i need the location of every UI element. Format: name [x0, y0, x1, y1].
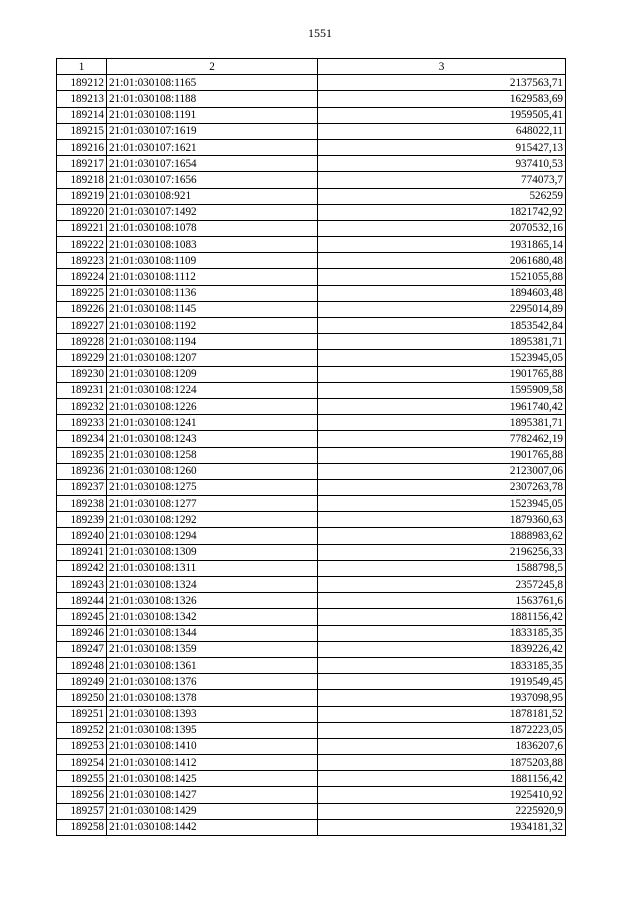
cadastral-number-cell: 21:01:030108:1361	[107, 657, 318, 673]
cadastral-value-cell: 1853542,84	[318, 318, 566, 334]
cadastral-number-cell: 21:01:030108:1427	[107, 787, 318, 803]
row-number-cell: 189228	[57, 334, 107, 350]
row-number-cell: 189234	[57, 431, 107, 447]
cadastral-value-cell: 1881156,42	[318, 771, 566, 787]
cadastral-number-cell: 21:01:030108:1112	[107, 269, 318, 285]
cadastral-number-cell: 21:01:030108:921	[107, 188, 318, 204]
row-number-cell: 189224	[57, 269, 107, 285]
table-row	[57, 577, 566, 593]
row-number-cell: 189221	[57, 220, 107, 236]
cadastral-number-cell: 21:01:030108:1376	[107, 674, 318, 690]
cadastral-value-cell: 2123007,06	[318, 463, 566, 479]
table-row	[57, 560, 566, 576]
cadastral-value-cell: 2225920,9	[318, 803, 566, 819]
row-number-cell: 189226	[57, 301, 107, 317]
cadastral-value-cell: 1925410,92	[318, 787, 566, 803]
table-row	[57, 188, 566, 204]
table-row	[57, 350, 566, 366]
cadastral-value-cell: 1895381,71	[318, 415, 566, 431]
table-row	[57, 75, 566, 91]
cadastral-value-cell: 2061680,48	[318, 253, 566, 269]
cadastral-value-cell: 1901765,88	[318, 366, 566, 382]
row-number-cell: 189219	[57, 188, 107, 204]
row-number-cell: 189231	[57, 382, 107, 398]
cadastral-number-cell: 21:01:030108:1209	[107, 366, 318, 382]
cadastral-value-cell: 2295014,89	[318, 301, 566, 317]
table-row	[57, 253, 566, 269]
cadastral-value-cell: 1937098,95	[318, 690, 566, 706]
column-header-cadastral-number: 2	[107, 59, 318, 75]
row-number-cell: 189229	[57, 350, 107, 366]
table-row	[57, 123, 566, 139]
table-row	[57, 674, 566, 690]
row-number-cell: 189232	[57, 398, 107, 414]
row-number-cell: 189233	[57, 415, 107, 431]
cadastral-number-cell: 21:01:030108:1083	[107, 237, 318, 253]
row-number-cell: 189214	[57, 107, 107, 123]
row-number-cell: 189218	[57, 172, 107, 188]
row-number-cell: 189240	[57, 528, 107, 544]
cadastral-value-cell: 1588798,5	[318, 560, 566, 576]
cadastral-number-cell: 21:01:030108:1410	[107, 738, 318, 754]
cadastral-value-cell: 774073,7	[318, 172, 566, 188]
page-number: 1551	[308, 26, 332, 40]
cadastral-number-cell: 21:01:030108:1342	[107, 609, 318, 625]
cadastral-number-cell: 21:01:030108:1191	[107, 107, 318, 123]
cadastral-number-cell: 21:01:030108:1292	[107, 512, 318, 528]
cadastral-number-cell: 21:01:030107:1492	[107, 204, 318, 220]
row-number-cell: 189239	[57, 512, 107, 528]
cadastral-number-cell: 21:01:030108:1258	[107, 447, 318, 463]
cadastral-value-cell: 1919549,45	[318, 674, 566, 690]
table-header-row	[57, 59, 566, 75]
row-number-cell: 189249	[57, 674, 107, 690]
cadastral-number-cell: 21:01:030108:1429	[107, 803, 318, 819]
cadastral-value-cell: 648022,11	[318, 123, 566, 139]
table-body	[57, 75, 566, 836]
cadastral-value-cell: 1833185,35	[318, 625, 566, 641]
cadastral-number-cell: 21:01:030108:1277	[107, 496, 318, 512]
table-row	[57, 641, 566, 657]
cadastral-number-cell: 21:01:030108:1226	[107, 398, 318, 414]
cadastral-number-cell: 21:01:030108:1243	[107, 431, 318, 447]
cadastral-value-cell: 1934181,32	[318, 819, 566, 835]
table-row	[57, 528, 566, 544]
row-number-cell: 189257	[57, 803, 107, 819]
cadastral-value-cell: 2070532,16	[318, 220, 566, 236]
row-number-cell: 189250	[57, 690, 107, 706]
cadastral-value-cell: 2137563,71	[318, 75, 566, 91]
cadastral-value-cell: 1959505,41	[318, 107, 566, 123]
table-row	[57, 625, 566, 641]
table-row	[57, 722, 566, 738]
cadastral-value-cell: 1595909,58	[318, 382, 566, 398]
cadastral-value-cell: 915427,13	[318, 139, 566, 155]
row-number-cell: 189238	[57, 496, 107, 512]
table-row	[57, 366, 566, 382]
row-number-cell: 189244	[57, 593, 107, 609]
table-row	[57, 463, 566, 479]
cadastral-number-cell: 21:01:030108:1326	[107, 593, 318, 609]
table-row	[57, 787, 566, 803]
cadastral-value-cell: 1894603,48	[318, 285, 566, 301]
cadastral-number-cell: 21:01:030108:1188	[107, 91, 318, 107]
cadastral-number-cell: 21:01:030108:1224	[107, 382, 318, 398]
table-row	[57, 269, 566, 285]
table-row	[57, 771, 566, 787]
cadastral-value-cell: 2196256,33	[318, 544, 566, 560]
cadastral-number-cell: 21:01:030107:1619	[107, 123, 318, 139]
table-row	[57, 447, 566, 463]
row-number-cell: 189222	[57, 237, 107, 253]
table-row	[57, 204, 566, 220]
cadastral-value-cell: 1833185,35	[318, 657, 566, 673]
column-header-value: 3	[318, 59, 566, 75]
table-row	[57, 301, 566, 317]
row-number-cell: 189252	[57, 722, 107, 738]
row-number-cell: 189246	[57, 625, 107, 641]
row-number-cell: 189237	[57, 479, 107, 495]
cadastral-value-cell: 1875203,88	[318, 755, 566, 771]
table-row	[57, 382, 566, 398]
cadastral-number-cell: 21:01:030108:1109	[107, 253, 318, 269]
row-number-cell: 189212	[57, 75, 107, 91]
row-number-cell: 189248	[57, 657, 107, 673]
cadastral-number-cell: 21:01:030108:1078	[107, 220, 318, 236]
cadastral-number-cell: 21:01:030108:1395	[107, 722, 318, 738]
cadastral-number-cell: 21:01:030108:1309	[107, 544, 318, 560]
table-row	[57, 318, 566, 334]
cadastral-number-cell: 21:01:030108:1260	[107, 463, 318, 479]
cadastral-number-cell: 21:01:030108:1425	[107, 771, 318, 787]
row-number-cell: 189225	[57, 285, 107, 301]
cadastral-number-cell: 21:01:030108:1324	[107, 577, 318, 593]
cadastral-number-cell: 21:01:030108:1412	[107, 755, 318, 771]
cadastral-number-cell: 21:01:030108:1136	[107, 285, 318, 301]
row-number-cell: 189216	[57, 139, 107, 155]
cadastral-number-cell: 21:01:030108:1378	[107, 690, 318, 706]
cadastral-value-cell: 1521055,88	[318, 269, 566, 285]
row-number-cell: 189213	[57, 91, 107, 107]
cadastral-value-cell: 1879360,63	[318, 512, 566, 528]
row-number-cell: 189258	[57, 819, 107, 835]
row-number-cell: 189251	[57, 706, 107, 722]
table-row	[57, 398, 566, 414]
table-row	[57, 738, 566, 754]
cadastral-value-cell: 1839226,42	[318, 641, 566, 657]
row-number-cell: 189236	[57, 463, 107, 479]
cadastral-number-cell: 21:01:030108:1344	[107, 625, 318, 641]
table-row	[57, 609, 566, 625]
cadastral-value-cell: 1629583,69	[318, 91, 566, 107]
table-row	[57, 139, 566, 155]
table-row	[57, 431, 566, 447]
row-number-cell: 189235	[57, 447, 107, 463]
cadastral-value-cell: 937410,53	[318, 156, 566, 172]
table-row	[57, 479, 566, 495]
table-row	[57, 496, 566, 512]
cadastral-number-cell: 21:01:030108:1275	[107, 479, 318, 495]
table-row	[57, 544, 566, 560]
cadastral-value-cell: 1872223,05	[318, 722, 566, 738]
table-row	[57, 172, 566, 188]
cadastral-value-cell: 1878181,52	[318, 706, 566, 722]
cadastral-number-cell: 21:01:030108:1207	[107, 350, 318, 366]
row-number-cell: 189241	[57, 544, 107, 560]
cadastral-value-cell: 526259	[318, 188, 566, 204]
cadastral-value-cell: 1931865,14	[318, 237, 566, 253]
table-row	[57, 107, 566, 123]
row-number-cell: 189220	[57, 204, 107, 220]
cadastral-value-cell: 1563761,6	[318, 593, 566, 609]
cadastral-number-cell: 21:01:030107:1621	[107, 139, 318, 155]
table-row	[57, 237, 566, 253]
row-number-cell: 189217	[57, 156, 107, 172]
table-row	[57, 285, 566, 301]
table-row	[57, 91, 566, 107]
cadastral-number-cell: 21:01:030108:1145	[107, 301, 318, 317]
cadastral-number-cell: 21:01:030108:1442	[107, 819, 318, 835]
table-row	[57, 819, 566, 835]
cadastral-value-cell: 1888983,62	[318, 528, 566, 544]
cadastral-number-cell: 21:01:030107:1656	[107, 172, 318, 188]
row-number-cell: 189256	[57, 787, 107, 803]
table-row	[57, 657, 566, 673]
cadastral-number-cell: 21:01:030108:1294	[107, 528, 318, 544]
cadastral-value-cell: 1895381,71	[318, 334, 566, 350]
table-row	[57, 803, 566, 819]
cadastral-value-cell: 1836207,6	[318, 738, 566, 754]
table-row	[57, 220, 566, 236]
cadastral-value-cell: 2307263,78	[318, 479, 566, 495]
table-row	[57, 334, 566, 350]
table-row	[57, 593, 566, 609]
cadastral-value-cell: 2357245,8	[318, 577, 566, 593]
row-number-cell: 189254	[57, 755, 107, 771]
cadastral-value-cell: 1881156,42	[318, 609, 566, 625]
row-number-cell: 189223	[57, 253, 107, 269]
table-row	[57, 755, 566, 771]
cadastral-value-cell: 1523945,05	[318, 350, 566, 366]
table-row	[57, 415, 566, 431]
cadastral-value-cell: 1821742,92	[318, 204, 566, 220]
row-number-cell: 189245	[57, 609, 107, 625]
table-row	[57, 156, 566, 172]
table-row	[57, 690, 566, 706]
cadastral-number-cell: 21:01:030108:1311	[107, 560, 318, 576]
row-number-cell: 189230	[57, 366, 107, 382]
cadastral-value-cell: 7782462,19	[318, 431, 566, 447]
row-number-cell: 189253	[57, 738, 107, 754]
row-number-cell: 189255	[57, 771, 107, 787]
cadastral-value-table	[56, 58, 566, 836]
cadastral-number-cell: 21:01:030108:1194	[107, 334, 318, 350]
row-number-cell: 189242	[57, 560, 107, 576]
cadastral-value-cell: 1523945,05	[318, 496, 566, 512]
cadastral-number-cell: 21:01:030108:1165	[107, 75, 318, 91]
cadastral-number-cell: 21:01:030108:1192	[107, 318, 318, 334]
table-row	[57, 512, 566, 528]
cadastral-number-cell: 21:01:030108:1359	[107, 641, 318, 657]
row-number-cell: 189247	[57, 641, 107, 657]
cadastral-value-cell: 1901765,88	[318, 447, 566, 463]
cadastral-number-cell: 21:01:030107:1654	[107, 156, 318, 172]
row-number-cell: 189227	[57, 318, 107, 334]
cadastral-number-cell: 21:01:030108:1241	[107, 415, 318, 431]
column-header-number: 1	[57, 59, 107, 75]
table-row	[57, 706, 566, 722]
row-number-cell: 189215	[57, 123, 107, 139]
cadastral-value-cell: 1961740,42	[318, 398, 566, 414]
cadastral-number-cell: 21:01:030108:1393	[107, 706, 318, 722]
row-number-cell: 189243	[57, 577, 107, 593]
